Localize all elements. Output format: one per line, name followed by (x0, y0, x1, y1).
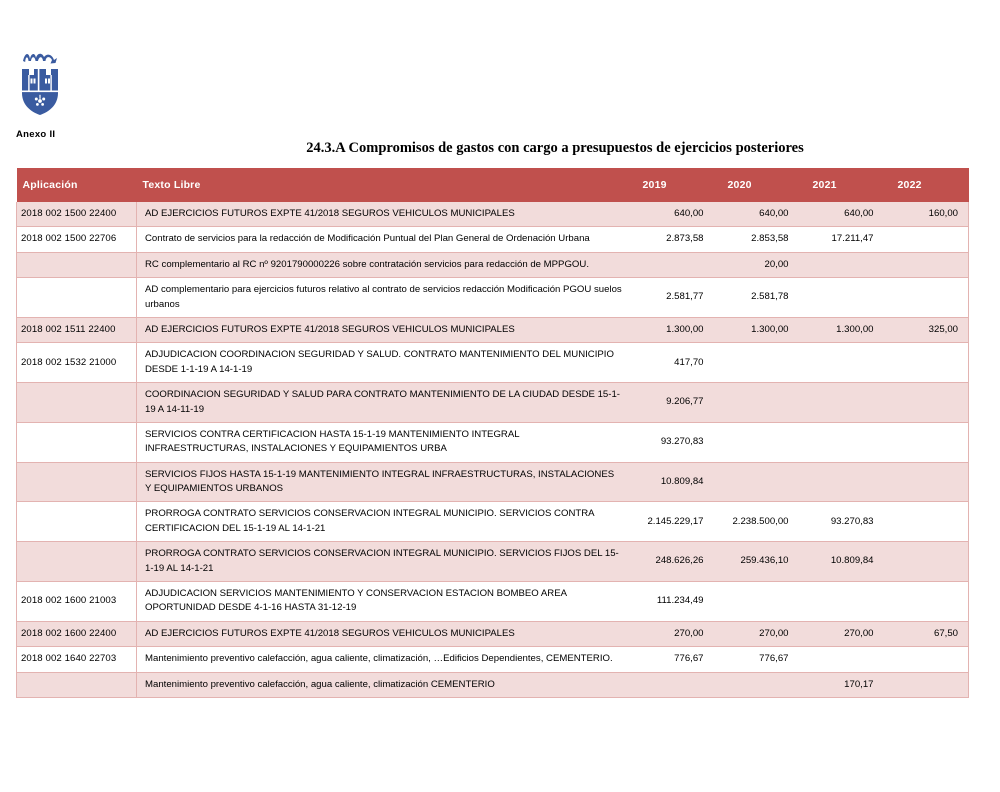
cell-amount-2021 (799, 462, 884, 502)
cell-amount-2020 (714, 582, 799, 622)
cell-texto-libre: PRORROGA CONTRATO SERVICIOS CONSERVACION INTEGRAL MUNICIPIO. SERVICIOS CONTRA CERTIFICACION DEL 15-1-19 AL 14-1-21 (137, 502, 629, 542)
cell-amount-2020: 20,00 (714, 252, 799, 277)
cell-texto-libre: ADJUDICACION COORDINACION SEGURIDAD Y SALUD. CONTRATO MANTENIMIENTO DEL MUNICIPIO DESDE 1-1-19 A 14-1-19 (137, 343, 629, 383)
table-row (17, 422, 969, 462)
cell-amount-2019: 10.809,84 (629, 462, 714, 502)
cell-amount-2019: 2.145.229,17 (629, 502, 714, 542)
cell-amount-2020: 2.853,58 (714, 227, 799, 252)
cell-aplicacion (17, 542, 137, 582)
cell-amount-2022 (884, 278, 969, 318)
annex-label: Anexo II (16, 129, 56, 140)
table-row (17, 462, 969, 502)
table-row (17, 317, 969, 342)
cell-amount-2019: 270,00 (629, 621, 714, 646)
table-body (17, 202, 969, 697)
cell-aplicacion (17, 278, 137, 318)
table-row (17, 542, 969, 582)
cell-amount-2019 (629, 252, 714, 277)
cell-texto-libre: PRORROGA CONTRATO SERVICIOS CONSERVACION INTEGRAL MUNICIPIO. SERVICIOS FIJOS DEL 15-1-19 AL 14-1-21 (137, 542, 629, 582)
table-row (17, 647, 969, 672)
cell-texto-libre: Mantenimiento preventivo calefacción, agua caliente, climatización CEMENTERIO (137, 672, 629, 697)
column-header-texto-libre: Texto Libre (137, 168, 629, 202)
cell-aplicacion (17, 502, 137, 542)
table-row (17, 582, 969, 622)
cell-amount-2020: 1.300,00 (714, 317, 799, 342)
cell-amount-2022 (884, 422, 969, 462)
cell-amount-2020 (714, 672, 799, 697)
column-header-2019: 2019 (629, 168, 714, 202)
cell-aplicacion: 2018 002 1532 21000 (17, 343, 137, 383)
cell-texto-libre: ADJUDICACION SERVICIOS MANTENIMIENTO Y CONSERVACION ESTACION BOMBEO AREA OPORTUNIDAD DESDE 4-1-16 HASTA 31-12-19 (137, 582, 629, 622)
cell-amount-2022: 160,00 (884, 202, 969, 227)
cell-amount-2019: 417,70 (629, 343, 714, 383)
cell-amount-2019: 9.206,77 (629, 383, 714, 423)
table-row (17, 278, 969, 318)
cell-amount-2021 (799, 278, 884, 318)
cell-amount-2022 (884, 462, 969, 502)
cell-amount-2021 (799, 422, 884, 462)
cell-amount-2021: 93.270,83 (799, 502, 884, 542)
cell-amount-2020 (714, 462, 799, 502)
column-header-2021: 2021 (799, 168, 884, 202)
cell-amount-2019: 2.581,77 (629, 278, 714, 318)
cell-amount-2020 (714, 383, 799, 423)
cell-amount-2019: 1.300,00 (629, 317, 714, 342)
table-row (17, 202, 969, 227)
cell-aplicacion: 2018 002 1500 22706 (17, 227, 137, 252)
cell-amount-2021 (799, 343, 884, 383)
cell-amount-2019 (629, 672, 714, 697)
cell-amount-2022 (884, 227, 969, 252)
column-header-2022: 2022 (884, 168, 969, 202)
cell-amount-2022: 325,00 (884, 317, 969, 342)
cell-amount-2022 (884, 672, 969, 697)
cell-amount-2021: 170,17 (799, 672, 884, 697)
cell-aplicacion: 2018 002 1500 22400 (17, 202, 137, 227)
table-row (17, 343, 969, 383)
cell-amount-2020 (714, 343, 799, 383)
cell-aplicacion (17, 422, 137, 462)
cell-aplicacion: 2018 002 1600 22400 (17, 621, 137, 646)
budget-commitments-table-wrapper (16, 168, 968, 698)
cell-amount-2022 (884, 383, 969, 423)
cell-amount-2021 (799, 647, 884, 672)
cell-amount-2021 (799, 383, 884, 423)
cell-amount-2021: 270,00 (799, 621, 884, 646)
cell-amount-2021 (799, 582, 884, 622)
cell-amount-2019: 776,67 (629, 647, 714, 672)
cell-amount-2019: 2.873,58 (629, 227, 714, 252)
cell-amount-2020: 776,67 (714, 647, 799, 672)
cell-amount-2020: 2.238.500,00 (714, 502, 799, 542)
table-row (17, 252, 969, 277)
cell-aplicacion: 2018 002 1511 22400 (17, 317, 137, 342)
cell-amount-2022: 67,50 (884, 621, 969, 646)
cell-texto-libre: AD EJERCICIOS FUTUROS EXPTE 41/2018 SEGUROS VEHICULOS MUNICIPALES (137, 621, 629, 646)
cell-amount-2021: 10.809,84 (799, 542, 884, 582)
cell-amount-2019: 93.270,83 (629, 422, 714, 462)
column-header-2020: 2020 (714, 168, 799, 202)
page-title: 24.3.A Compromisos de gastos con cargo a presupuestos de ejercicios posteriores (306, 140, 804, 156)
cell-amount-2022 (884, 343, 969, 383)
cell-amount-2021: 640,00 (799, 202, 884, 227)
cell-aplicacion (17, 672, 137, 697)
cell-amount-2019: 248.626,26 (629, 542, 714, 582)
budget-commitments-table (16, 168, 969, 698)
cell-amount-2019: 111.234,49 (629, 582, 714, 622)
cell-aplicacion (17, 383, 137, 423)
table-row (17, 672, 969, 697)
cell-amount-2021: 17.211,47 (799, 227, 884, 252)
table-row (17, 383, 969, 423)
table-row (17, 502, 969, 542)
table-header (17, 168, 969, 202)
cell-texto-libre: AD EJERCICIOS FUTUROS EXPTE 41/2018 SEGUROS VEHICULOS MUNICIPALES (137, 317, 629, 342)
cell-amount-2022 (884, 252, 969, 277)
cell-aplicacion: 2018 002 1600 21003 (17, 582, 137, 622)
cell-texto-libre: AD complementario para ejercicios futuros relativo al contrato de servicios redacción Modificación PGOU suelos urbanos (137, 278, 629, 318)
column-header-aplicacion: Aplicación (17, 168, 137, 202)
cell-amount-2021: 1.300,00 (799, 317, 884, 342)
cell-amount-2020: 640,00 (714, 202, 799, 227)
cell-amount-2020 (714, 422, 799, 462)
cell-amount-2021 (799, 252, 884, 277)
cell-aplicacion (17, 252, 137, 277)
cell-texto-libre: COORDINACION SEGURIDAD Y SALUD PARA CONTRATO MANTENIMIENTO DE LA CIUDAD DESDE 15-1-19 A 14-11-19 (137, 383, 629, 423)
table-row (17, 227, 969, 252)
table-header-row (17, 168, 969, 202)
cell-texto-libre: Contrato de servicios para la redacción de Modificación Puntual del Plan General de Ordenación Urbana (137, 227, 629, 252)
cell-texto-libre: SERVICIOS FIJOS HASTA 15-1-19 MANTENIMIENTO INTEGRAL INFRAESTRUCTURAS, INSTALACIONES Y EQUIPAMIENTOS URBANOS (137, 462, 629, 502)
cell-amount-2020: 270,00 (714, 621, 799, 646)
municipal-coat-of-arms-icon (16, 45, 64, 117)
table-row (17, 621, 969, 646)
cell-amount-2019: 640,00 (629, 202, 714, 227)
cell-amount-2022 (884, 542, 969, 582)
cell-texto-libre: SERVICIOS CONTRA CERTIFICACION HASTA 15-1-19 MANTENIMIENTO INTEGRAL INFRAESTRUCTURAS, INSTALACIONES Y EQUIPAMIENTOS URBA (137, 422, 629, 462)
cell-aplicacion (17, 462, 137, 502)
cell-amount-2022 (884, 502, 969, 542)
cell-aplicacion: 2018 002 1640 22703 (17, 647, 137, 672)
cell-amount-2022 (884, 647, 969, 672)
cell-texto-libre: Mantenimiento preventivo calefacción, agua caliente, climatización, …Edificios Dependientes, CEMENTERIO. (137, 647, 629, 672)
cell-amount-2022 (884, 582, 969, 622)
cell-amount-2020: 2.581,78 (714, 278, 799, 318)
cell-texto-libre: RC complementario al RC nº 9201790000226 sobre contratación servicios para redacción de MPPGOU. (137, 252, 629, 277)
cell-amount-2020: 259.436,10 (714, 542, 799, 582)
cell-texto-libre: AD EJERCICIOS FUTUROS EXPTE 41/2018 SEGUROS VEHICULOS MUNICIPALES (137, 202, 629, 227)
